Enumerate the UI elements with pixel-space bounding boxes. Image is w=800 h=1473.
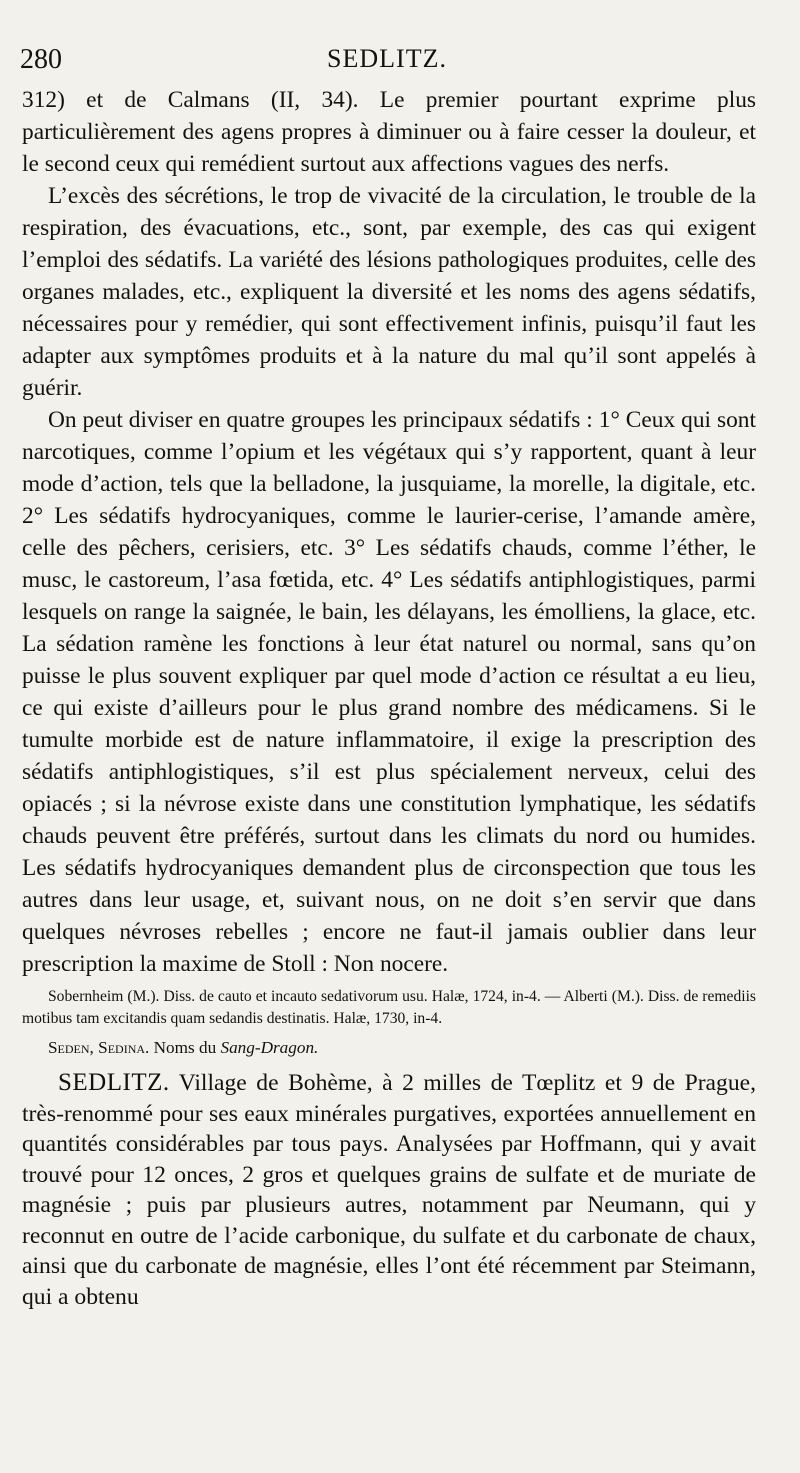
page-number: 280: [20, 44, 62, 75]
page-body: [22, 84, 756, 1312]
cross-reference-term: Sang-Dragon.: [220, 1038, 319, 1057]
entry-lemma: SEDLITZ.: [58, 1069, 170, 1096]
bibliography: [22, 986, 756, 1030]
running-head: SEDLITZ.: [327, 44, 447, 73]
paragraph-continuation: 312) et de Calmans (II, 34). Le premier pourtant exprime plus particulièrement des agens propres à diminuer ou à faire cesser la douleur, et le second ceux qui remédient surtout aux affections vagues des nerfs.: [22, 87, 756, 177]
paragraph-excess: L’excès des sécrétions, le trop de vivacité de la circulation, le trouble de la respiration, des évacuations, etc., sont, par exemple, des cas qui exigent l’emploi des sédatifs. La variété des lésions pathologiques produites, celle des organes malades, etc., expliquent la diversité et les noms des agens sédatifs, nécessaires pour y remédier, qui sont effectivement infinis, puisqu’il faut les adapter aux symptômes produits et à la nature du mal qu’il sont appelés à guérir.: [22, 183, 756, 401]
cross-reference: [22, 1036, 756, 1060]
bibliography-text: Sobernheim (M.). Diss. de cauto et incauto sedativorum usu. Halæ, 1724, in-4. — Alberti (M.). Diss. de remediis motibus tam excitandis quam sedandis destinatis. Halæ, 1730, in-4.: [22, 988, 756, 1027]
paragraph-groups: On peut diviser en quatre groupes les principaux sédatifs : 1° Ceux qui sont narcotiques, comme l’opium et les végétaux qui s’y rapportent, quant à leur mode d’action, tels que la belladone, la jusquiame, la morelle, la digitale, etc. 2° Les sédatifs hydrocyaniques, comme le laurier-cerise, l’amande amère, celle des pêchers, cerisiers, etc. 3° Les sédatifs chauds, comme l’éther, le musc, le castoreum, l’asa fœtida, etc. 4° Les sédatifs antiphlogistiques, parmi lesquels on range la saignée, le bain, les délayans, les émolliens, la glace, etc. La sédation ramène les fonctions à leur état naturel ou normal, sans qu’on puisse le plus souvent expliquer par quel mode d’action ce résultat a eu lieu, ce qui existe d’ailleurs pour le plus grand nombre des médicamens. Si le tumulte morbide est de nature inflammatoire, il exige la prescription des sédatifs antiphlogistiques, s’il est plus spécialement nerveux, celui des opiacés ; si la névrose existe dans une constitution lymphatique, les sédatifs chauds peuvent être préférés, surtout dans les climats du nord ou humides. Les sédatifs hydrocyaniques demandent plus de circonspection que tous les autres dans leur usage, et, suivant nous, on ne doit s’en servir que dans quelques névroses rebelles ; encore ne faut-il jamais oublier dans leur prescription la maxime de Stoll : Non nocere.: [22, 407, 756, 977]
entry-text: Village de Bohème, à 2 milles de Tœplitz et 9 de Prague, très-renommé pour ses eaux minérales purgatives, exportées annuellement en quantités considérables par tous pays. Analysées par Hoffmann, qui y avait trouvé pour 12 onces, 2 gros et quelques grains de sulfate et de muriate de magnésie ; puis par plusieurs autres, notamment par Neumann, qui y reconnut en outre de l’acide carbonique, du sulfate et du carbonate de chaux, ainsi que du carbonate de magnésie, elles l’ont été récemment par Steimann, qui a obtenu: [22, 1070, 756, 1310]
cross-reference-headword: Seden, Sedina.: [48, 1038, 150, 1057]
entry-sedlitz: [22, 1068, 756, 1312]
page-header: [20, 44, 754, 84]
cross-reference-text: Noms du: [149, 1038, 221, 1057]
